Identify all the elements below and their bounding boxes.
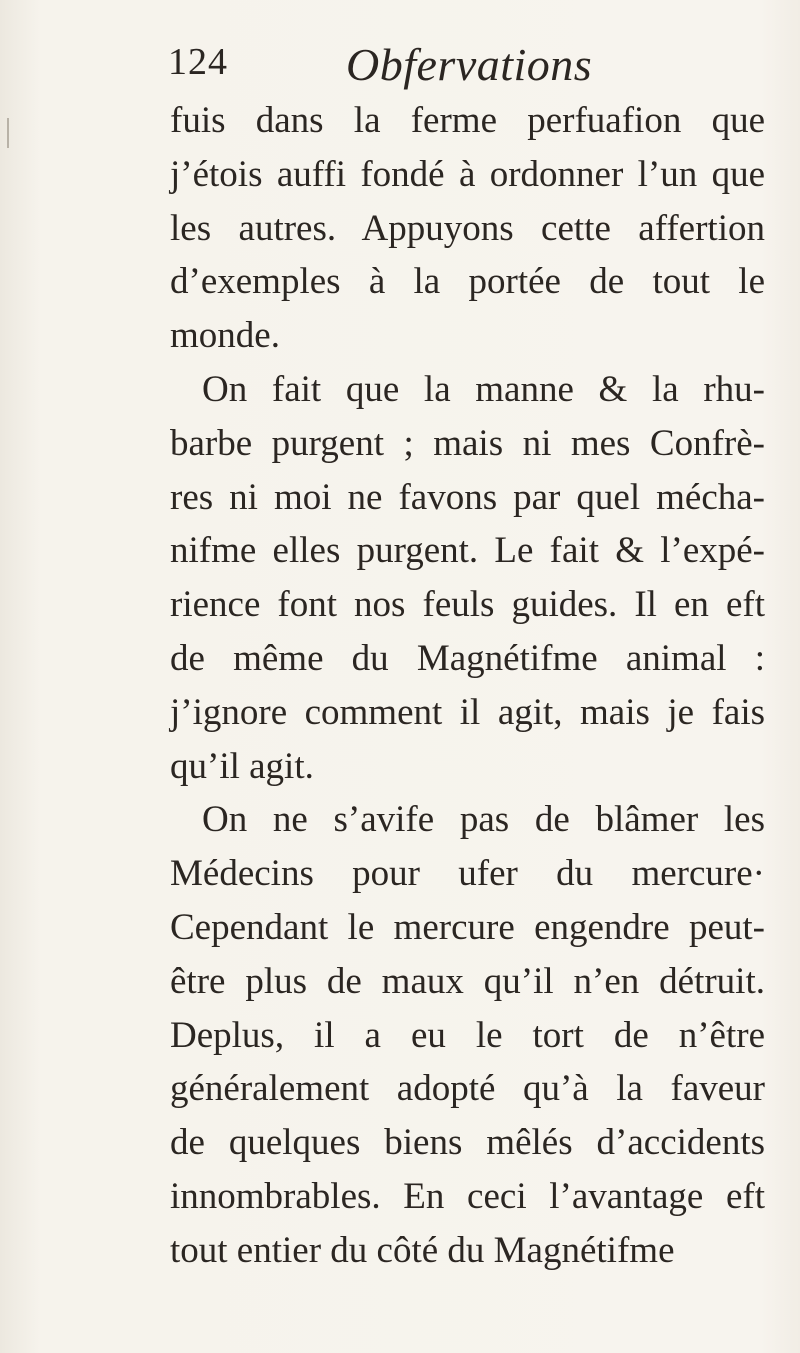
text-line: de quelques biens mêlés d’accidents (170, 1122, 765, 1164)
text-line: être plus de maux qu’il n’en détruit. (170, 960, 765, 1002)
text-line: rience font nos feuls guides. Il en eft (170, 584, 765, 626)
text-line: monde. (170, 315, 280, 357)
text-line: fuis dans la ferme perfuafion que (170, 100, 765, 141)
body-text (170, 94, 765, 1278)
text-line: barbe purgent ; mais ni mes Confrè- (170, 422, 765, 464)
page-header (168, 40, 638, 92)
text-line: j’étois auffi fondé à ordonner l’un que (170, 153, 765, 195)
text-line: On ne s’avife pas de blâmer les (202, 799, 765, 841)
text-line: j’ignore comment il agit, mais je fais (170, 691, 765, 733)
text-line: Deplus, il a eu le tort de n’être (170, 1014, 765, 1056)
text-line: les autres. Appuyons cette affertion (170, 207, 765, 249)
text-line: res ni moi ne favons par quel mécha- (170, 476, 765, 518)
text-line: d’exemples à la portée de tout le (170, 261, 765, 303)
text-line: généralement adopté qu’à la faveur (170, 1068, 765, 1110)
text-line: de même du Magnétifme animal : (170, 637, 765, 679)
text-line: On fait que la manne & la rhu- (202, 368, 765, 410)
text-line: nifme elles purgent. Le fait & l’expé- (170, 530, 765, 572)
page-number: 124 (168, 41, 228, 83)
text-line: qu’il agit. (170, 745, 314, 787)
text-line: Médecins pour ufer du mercure· (170, 853, 765, 895)
text-line: Cependant le mercure engendre peut- (170, 906, 765, 948)
text-line: tout entier du côté du Magnétifme (170, 1229, 675, 1271)
text-line: innombrables. En ceci l’avantage eft (170, 1175, 765, 1217)
margin-mark (7, 118, 9, 148)
running-title: Obfervations (346, 39, 593, 90)
